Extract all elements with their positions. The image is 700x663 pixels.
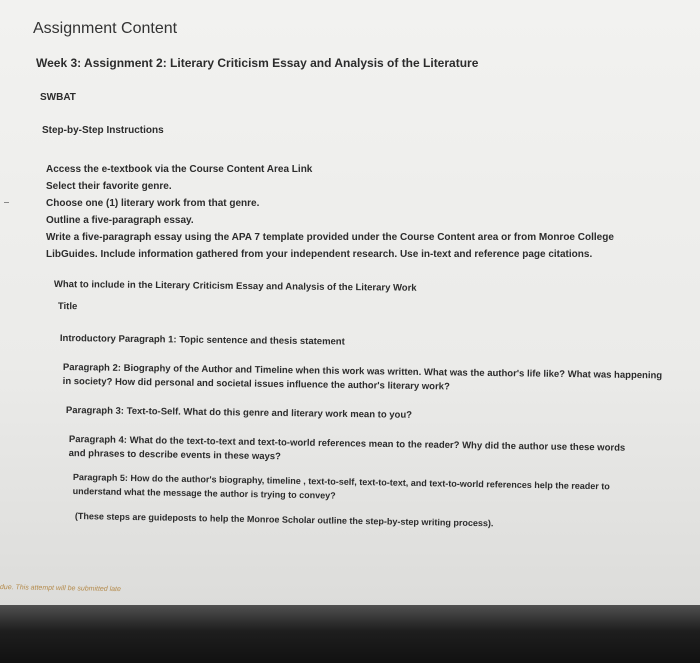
step-item[interactable]: Access the e-textbook via the Course Content Area Link <box>46 164 313 175</box>
step-item: Write a five-paragraph essay using the APA 7 template provided under the Course Content area or from Monroe College LibGuides. Include information gathered from your independent research. Use in-text and reference page citations. <box>46 232 614 260</box>
title-item: Title <box>57 301 78 313</box>
page-heading: Assignment Content <box>33 20 178 37</box>
paragraph-4: Paragraph 4: What do the text-to-text and text-to-world references mean to the reader? Why did the author use these words and phrases to describe events in these ways? <box>68 433 626 463</box>
screen-bezel <box>0 605 700 663</box>
step-item: Choose one (1) literary work from that genre. <box>46 198 260 209</box>
paragraph-2: Paragraph 2: Biography of the Author and Timeline when this work was written. What was the author's life like? What was happening in society? How did personal and societal issues influence the author's literary work? <box>62 361 663 393</box>
swbat-label: SWBAT <box>40 92 76 103</box>
late-submission-note: due. This attempt will be submitted late <box>0 584 121 594</box>
paragraph-5: Paragraph 5: How do the author's biography, timeline , text-to-self, text-to-text, and text-to-world references help the reader to understand what the message the author is trying to convey? <box>72 471 610 501</box>
guidepost-note: (These steps are guideposts to help the Monroe Scholar outline the step-by-step writing process). <box>74 511 494 529</box>
divider <box>4 202 9 203</box>
step-item: Outline a five-paragraph essay. <box>46 215 194 226</box>
step-item: Select their favorite genre. <box>46 181 172 192</box>
assignment-title: Week 3: Assignment 2: Literary Criticism Essay and Analysis of the Literature <box>36 56 479 70</box>
step-list <box>46 161 666 263</box>
paragraph-3: Paragraph 3: Text-to-Self. What do this genre and literary work mean to you? <box>65 405 413 421</box>
include-heading: What to include in the Literary Criticism Essay and Analysis of the Literary Work <box>53 279 417 294</box>
paragraph-1: Introductory Paragraph 1: Topic sentence and thesis statement <box>59 333 345 348</box>
instructions-heading: Step-by-Step Instructions <box>42 125 164 136</box>
